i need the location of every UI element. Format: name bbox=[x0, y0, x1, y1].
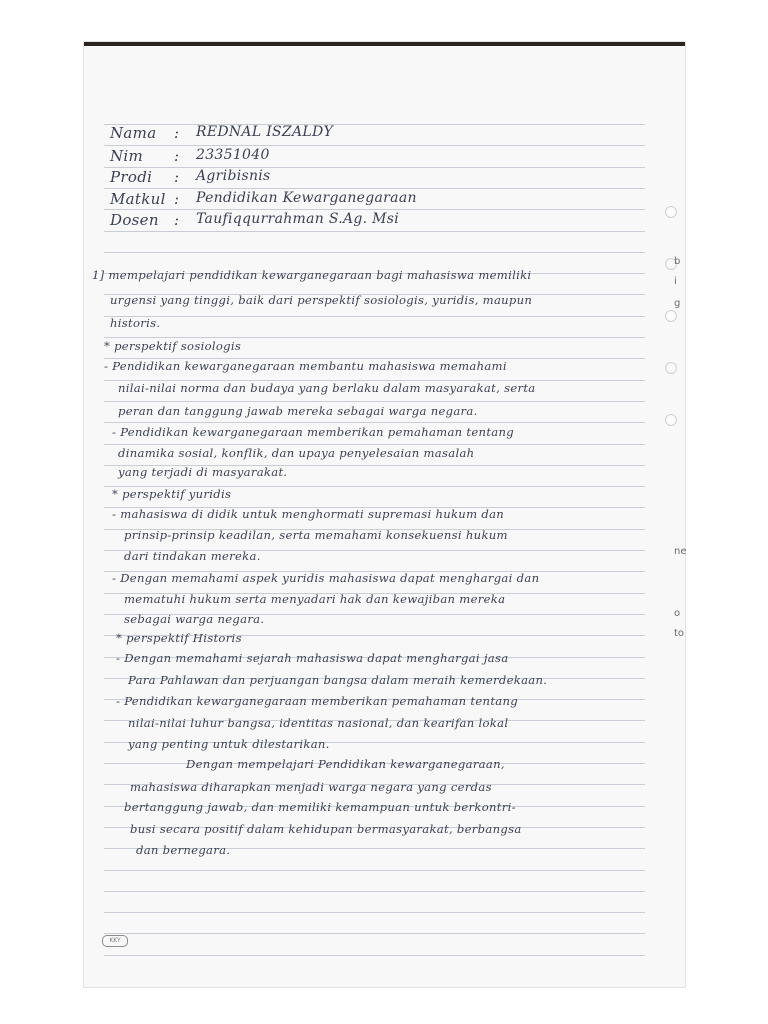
body-line: historis. bbox=[110, 316, 161, 330]
ruled-line bbox=[104, 870, 645, 871]
ruled-line bbox=[104, 933, 645, 934]
body-line: yang terjadi di masyarakat. bbox=[118, 465, 288, 479]
binder-hole bbox=[665, 362, 677, 374]
ruled-line bbox=[104, 252, 645, 253]
body-line: prinsip-prinsip keadilan, serta memahami konsekuensi hukum bbox=[124, 528, 508, 542]
ruled-line bbox=[104, 891, 645, 892]
matkul-label: Matkul bbox=[110, 190, 166, 208]
body-line: dari tindakan mereka. bbox=[124, 549, 261, 563]
body-line: nilai-nilai norma dan budaya yang berlaku dalam masyarakat, serta bbox=[118, 381, 536, 395]
prodi-value: Agribisnis bbox=[196, 168, 271, 184]
margin-mark: g bbox=[674, 298, 681, 309]
dosen-value: Taufiqqurrahman S.Ag. Msi bbox=[196, 211, 400, 227]
body-line: * perspektif Historis bbox=[116, 631, 242, 645]
ruled-line bbox=[104, 422, 645, 423]
ruled-line bbox=[104, 955, 645, 956]
binder-hole bbox=[665, 206, 677, 218]
body-line: - Pendidikan kewarganegaraan memberikan pemahaman tentang bbox=[112, 425, 514, 439]
margin-mark: i bbox=[674, 276, 677, 287]
binder-hole bbox=[665, 414, 677, 426]
body-line: sebagai warga negara. bbox=[124, 612, 265, 626]
nama-separator: : bbox=[174, 124, 180, 142]
body-line: busi secara positif dalam kehidupan bermasyarakat, berbangsa bbox=[130, 822, 522, 836]
prodi-label: Prodi bbox=[110, 168, 153, 186]
ruled-line bbox=[104, 401, 645, 402]
body-line: mematuhi hukum serta menyadari hak dan kewajiban mereka bbox=[124, 592, 506, 606]
body-line: Para Pahlawan dan perjuangan bangsa dalam meraih kemerdekaan. bbox=[128, 673, 548, 687]
body-line: - Pendidikan kewarganegaraan membantu mahasiswa memahami bbox=[104, 359, 507, 373]
body-line: * perspektif yuridis bbox=[112, 487, 232, 501]
body-line: yang penting untuk dilestarikan. bbox=[128, 737, 330, 751]
body-line: dan bernegara. bbox=[136, 843, 231, 857]
ruled-line bbox=[104, 337, 645, 338]
body-line: dinamika sosial, konflik, dan upaya penyelesaian masalah bbox=[118, 446, 475, 460]
body-line: * perspektif sosiologis bbox=[104, 339, 242, 353]
body-line: peran dan tanggung jawab mereka sebagai warga negara. bbox=[118, 404, 478, 418]
ruled-line bbox=[104, 124, 645, 125]
dosen-label: Dosen bbox=[110, 211, 159, 229]
page-tag: KKY bbox=[102, 935, 128, 947]
dosen-separator: : bbox=[174, 211, 180, 229]
body-line: - Dengan memahami sejarah mahasiswa dapat menghargai jasa bbox=[116, 651, 509, 665]
prodi-separator: : bbox=[174, 168, 180, 186]
matkul-separator: : bbox=[174, 190, 180, 208]
body-line: urgensi yang tinggi, baik dari perspektif sosiologis, yuridis, maupun bbox=[110, 293, 533, 307]
body-line: 1] mempelajari pendidikan kewarganegaraan bagi mahasiswa memiliki bbox=[92, 268, 532, 282]
body-line: - Dengan memahami aspek yuridis mahasiswa dapat menghargai dan bbox=[112, 571, 540, 585]
ruled-line bbox=[104, 209, 645, 210]
ruled-line bbox=[104, 912, 645, 913]
ruled-line bbox=[104, 444, 645, 445]
nama-value: REDNAL ISZALDY bbox=[196, 124, 334, 140]
margin-mark: o bbox=[674, 608, 681, 619]
ruled-line bbox=[104, 316, 645, 317]
body-line: Dengan mempelajari Pendidikan kewarganegaraan, bbox=[186, 757, 505, 771]
body-line: - mahasiswa di didik untuk menghormati supremasi hukum dan bbox=[112, 507, 505, 521]
ruled-line bbox=[104, 167, 645, 168]
binder-hole bbox=[665, 310, 677, 322]
nim-value: 23351040 bbox=[196, 147, 270, 163]
ruled-line bbox=[104, 188, 645, 189]
margin-mark: to bbox=[674, 628, 685, 639]
body-line: - Pendidikan kewarganegaraan memberikan pemahaman tentang bbox=[116, 694, 518, 708]
nim-label: Nim bbox=[110, 147, 144, 165]
margin-mark: b bbox=[674, 256, 681, 267]
body-line: nilai-nilai luhur bangsa, identitas nasional, dan kearifan lokal bbox=[128, 716, 509, 730]
ruled-line bbox=[104, 231, 645, 232]
matkul-value: Pendidikan Kewarganegaraan bbox=[196, 190, 417, 206]
ruled-line bbox=[104, 145, 645, 146]
margin-mark: ne bbox=[674, 546, 687, 557]
body-line: bertanggung jawab, dan memiliki kemampuan untuk berkontri- bbox=[124, 800, 516, 814]
nim-separator: : bbox=[174, 147, 180, 165]
nama-label: Nama bbox=[110, 124, 157, 142]
binder-holes bbox=[665, 206, 679, 466]
body-line: mahasiswa diharapkan menjadi warga negara yang cerdas bbox=[130, 780, 492, 794]
